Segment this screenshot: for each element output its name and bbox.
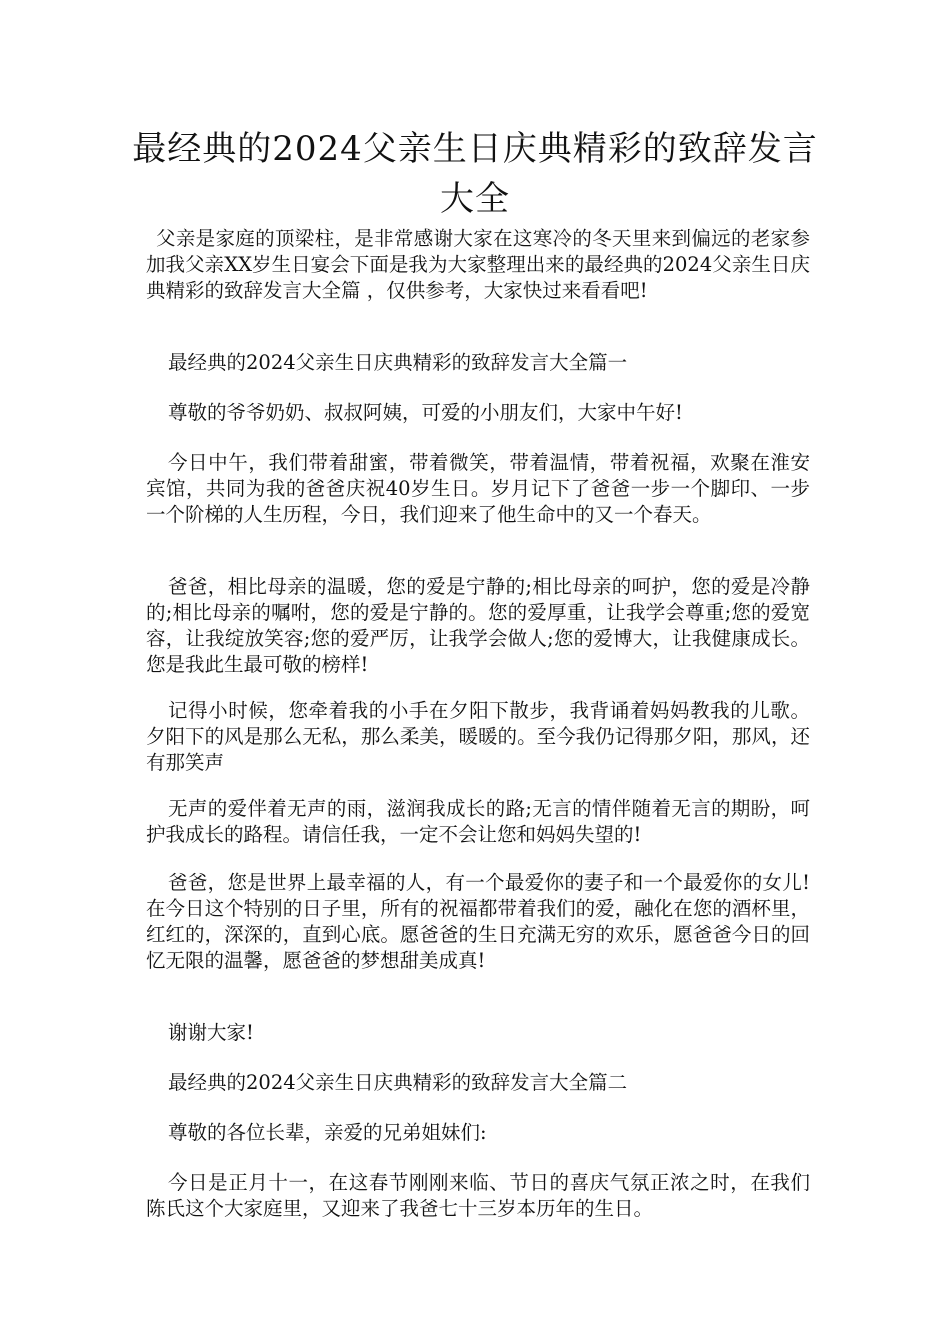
greeting-paragraph: 尊敬的爷爷奶奶、叔叔阿姨，可爱的小朋友们，大家中午好! [168,401,683,424]
intro-paragraph: 父亲是家庭的顶梁柱，是非常感谢大家在这寒冷的冬天里来到偏远的老家参加我父亲XX岁生日宴会下面是我为大家整理出来的最经典的2024父亲生日庆典精彩的致辞发言大全篇 ，仅供参考，大家快过来看看吧! [146,227,810,302]
thanks-paragraph: 谢谢大家! [168,1021,254,1044]
body-paragraph: 今日中午，我们带着甜蜜，带着微笑，带着温情，带着祝福，欢聚在淮安宾馆，共同为我的爸爸庆祝40岁生日。岁月记下了爸爸一步一个脚印、一步一个阶梯的人生历程，今日，我们迎来了他生命中的又一个春天。 [146,451,810,526]
body-paragraph: 无声的爱伴着无声的雨，滋润我成长的路;无言的情伴随着无言的期盼，呵护我成长的路程。请信任我，一定不会让您和妈妈失望的! [146,797,810,846]
body-paragraph: 爸爸，您是世界上最幸福的人，有一个最爱你的妻子和一个最爱你的女儿!在今日这个特别的日子里，所有的祝福都带着我们的爱，融化在您的酒杯里，红红的，深深的，直到心底。愿爸爸的生日充满无穷的欢乐，愿爸爸今日的回忆无限的温馨，愿爸爸的梦想甜美成真! [146,871,810,972]
body-paragraph: 记得小时候，您牵着我的小手在夕阳下散步，我背诵着妈妈教我的儿歌。夕阳下的风是那么无私，那么柔美，暖暖的。至今我仍记得那夕阳，那风，还有那笑声 [146,699,810,774]
section-heading-one: 最经典的2024父亲生日庆典精彩的致辞发言大全篇一 [168,351,628,374]
body-paragraph: 今日是正月十一，在这春节刚刚来临、节日的喜庆气氛正浓之时，在我们陈氏这个大家庭里，又迎来了我爸七十三岁本历年的生日。 [146,1171,810,1220]
section-heading-two: 最经典的2024父亲生日庆典精彩的致辞发言大全篇二 [168,1071,628,1094]
document-title: 最经典的2024父亲生日庆典精彩的致辞发言大全 [132,129,818,219]
body-paragraph: 爸爸，相比母亲的温暖，您的爱是宁静的;相比母亲的呵护，您的爱是冷静的;相比母亲的嘱咐，您的爱是宁静的。您的爱厚重，让我学会尊重;您的爱宽容，让我绽放笑容;您的爱严厉，让我学会做人;您的爱博大，让我健康成长。您是我此生最可敬的榜样! [146,575,810,676]
greeting-paragraph: 尊敬的各位长辈，亲爱的兄弟姐妹们: [168,1121,487,1144]
